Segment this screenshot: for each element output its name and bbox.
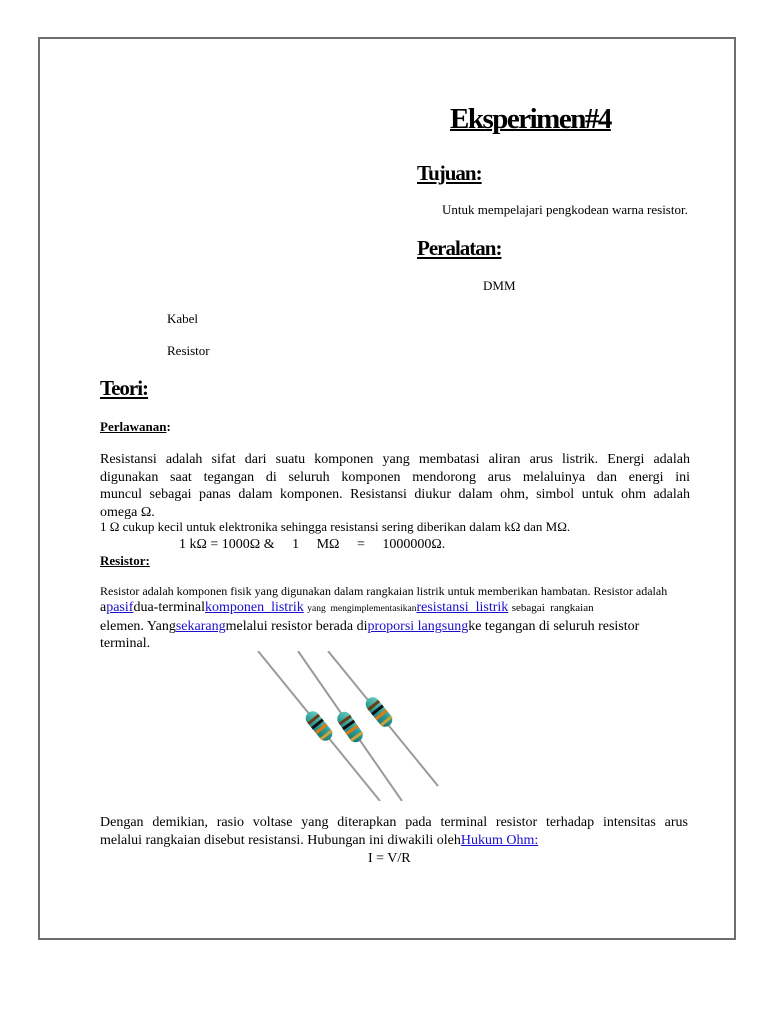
paragraph-line: Dengan demikian, rasio voltase yang diterapkan pada terminal resistor terhadap intensitas arus (100, 815, 688, 830)
link-proporsi-langsung[interactable]: proporsi langsung (367, 619, 469, 634)
paragraph-line: Resistansi adalah sifat dari suatu komponen yang membatasi aliran arus listrik. Energi adalah (100, 452, 690, 467)
text-fragment: ke tegangan di seluruh resistor (468, 619, 640, 634)
link-hukum-ohm[interactable]: Hukum Ohm: (460, 832, 539, 848)
resistor-heading: Resistor: (100, 553, 150, 568)
tujuan-heading: Tujuan: (417, 161, 482, 185)
text-fragment: sebagai rangkaian (511, 602, 594, 614)
resistance-paragraph (100, 451, 690, 521)
text-fragment: elemen. Yang (100, 619, 176, 634)
page-title: Eksperimen#4 (450, 103, 611, 135)
closing-paragraph (100, 814, 688, 849)
tujuan-text: Untuk mempelajari pengkodean warna resistor. (442, 202, 688, 217)
text-fragment: dua-terminal (133, 600, 205, 615)
paragraph-line: digunakan saat tegangan di seluruh komponen mendorong arus melaluinya dan energi ini (100, 469, 690, 485)
paragraph-line: omega Ω. (100, 504, 155, 520)
resistor-line-1: Resistor adalah komponen fisik yang digunakan dalam rangkaian listrik untuk memberikan hambatan. Resistor adalah (100, 584, 668, 598)
text-fragment: melalui rangkaian disebut resistansi. Hubungan ini diwakili oleh (100, 832, 461, 848)
text-fragment: a (100, 600, 107, 615)
peralatan-heading: Peralatan: (417, 236, 502, 260)
text-fragment: melalui resistor berada di (225, 619, 368, 634)
perlawanan-label: Perlawanan (100, 419, 167, 434)
ohm-formula: I = V/R (368, 851, 411, 866)
resistor-line-3 (100, 618, 639, 636)
text-fragment: yang mengimplementasikan (307, 604, 417, 614)
document-page (38, 37, 736, 940)
equipment-item-resistor: Resistor (167, 343, 210, 358)
perlawanan-heading (100, 419, 171, 435)
three-resistors-photo (252, 651, 442, 801)
resistor-line-4: terminal. (100, 636, 151, 651)
link-sekarang[interactable]: sekarang (175, 619, 226, 634)
teori-heading: Teori: (100, 376, 149, 400)
paragraph-line: muncul sebagai panas dalam komponen. Resistansi diukur dalam ohm, simbol untuk ohm adalah (100, 487, 690, 502)
paragraph-line (100, 832, 688, 850)
resistors-illustration (252, 651, 442, 801)
link-resistansi-listrik[interactable]: resistansi listrik (416, 600, 509, 615)
link-komponen-listrik[interactable]: komponen listrik (204, 600, 304, 615)
resistor-line-2 (100, 600, 594, 616)
units-paragraph: 1 Ω cukup kecil untuk elektronika sehingga resistansi sering diberikan dalam kΩ dan MΩ. (100, 519, 571, 534)
units-equation: 1 kΩ = 1000Ω & 1 MΩ = 1000000Ω. (179, 537, 446, 552)
equipment-item-dmm: DMM (483, 278, 516, 293)
link-pasif[interactable]: pasif (106, 600, 134, 615)
perlawanan-colon: : (166, 419, 171, 434)
equipment-item-kabel: Kabel (167, 311, 199, 326)
resistor-icon (258, 651, 380, 801)
